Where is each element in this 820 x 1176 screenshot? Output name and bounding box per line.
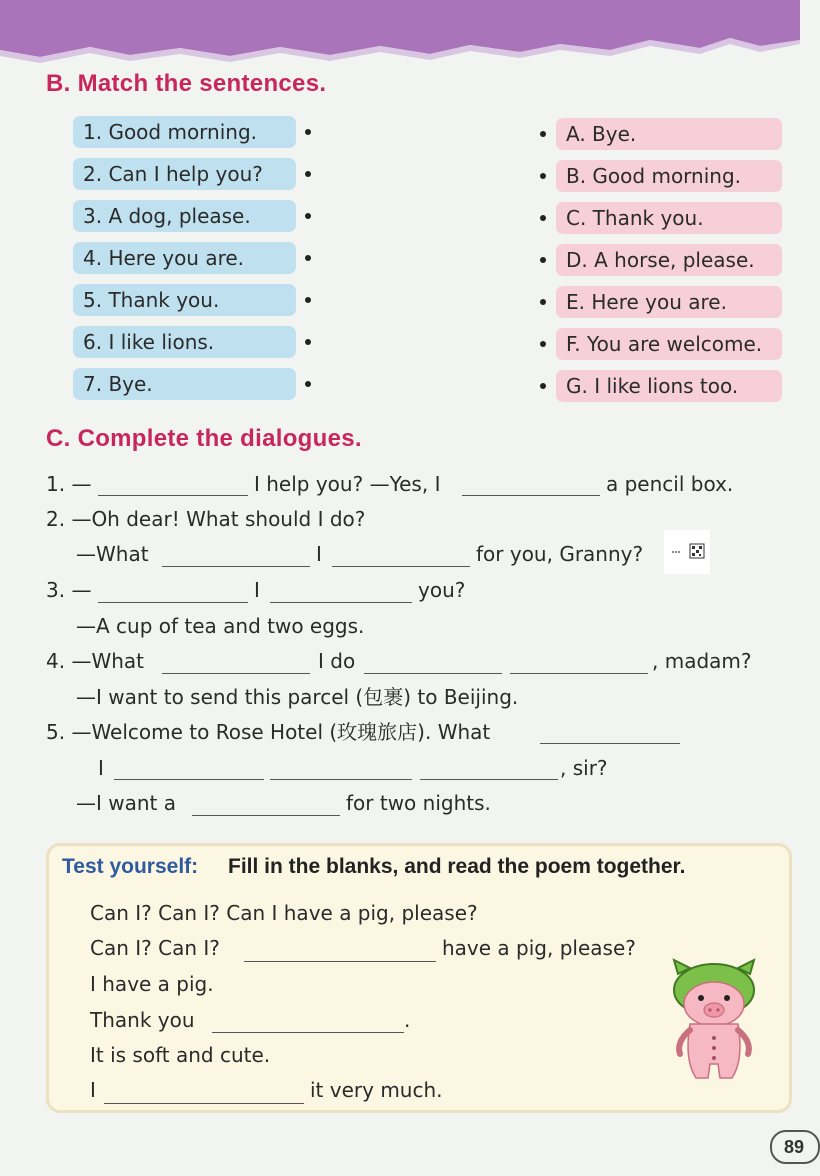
match-left-4: 4. Here you are.	[73, 242, 296, 274]
answer-blank[interactable]	[98, 602, 248, 603]
poem-line: have a pig, please?	[442, 936, 636, 960]
header-band	[0, 0, 800, 70]
match-left-7: 7. Bye.	[73, 368, 296, 400]
match-right-e: E. Here you are.	[556, 286, 782, 318]
match-dot-left[interactable]	[305, 381, 311, 387]
section-b-title: B. Match the sentences.	[46, 70, 327, 97]
match-right-d: D. A horse, please.	[556, 244, 782, 276]
answer-blank[interactable]	[98, 495, 248, 496]
match-dot-right[interactable]	[540, 299, 546, 305]
poem-line: Thank you	[90, 1008, 195, 1032]
match-dot-left[interactable]	[305, 297, 311, 303]
match-dot-left[interactable]	[305, 171, 311, 177]
dialogue-text: 2. —Oh dear! What should I do?	[46, 507, 366, 531]
match-right-b: B. Good morning.	[556, 160, 782, 192]
dialogue-text: —What	[76, 542, 149, 566]
dialogue-text: for you, Granny?	[476, 542, 644, 566]
poem-line: it very much.	[310, 1078, 443, 1102]
test-yourself-label: Test yourself:	[62, 855, 199, 878]
answer-blank[interactable]	[162, 673, 310, 674]
poem-line: It is soft and cute.	[90, 1043, 271, 1067]
match-dot-right[interactable]	[540, 257, 546, 263]
answer-blank[interactable]	[192, 815, 340, 816]
answer-blank[interactable]	[510, 673, 648, 674]
match-dot-right[interactable]	[540, 173, 546, 179]
answer-blank[interactable]	[332, 566, 470, 567]
dialogue-text: —A cup of tea and two eggs.	[76, 614, 365, 638]
match-left-1: 1. Good morning.	[73, 116, 296, 148]
match-right-g: G. I like lions too.	[556, 370, 782, 402]
test-instruction: Fill in the blanks, and read the poem together.	[228, 855, 686, 878]
match-right-c: C. Thank you.	[556, 202, 782, 234]
dialogue-text: I	[98, 756, 104, 780]
dialogue-text: I	[254, 578, 260, 602]
answer-blank[interactable]	[270, 779, 412, 780]
section-c-title: C. Complete the dialogues.	[46, 425, 362, 452]
dialogue-text: I do	[318, 649, 356, 673]
poem-line: Can I? Can I?	[90, 936, 220, 960]
dialogue-text: 4. —What	[46, 649, 144, 673]
answer-blank[interactable]	[462, 495, 600, 496]
match-left-3: 3. A dog, please.	[73, 200, 296, 232]
poem-line: I have a pig.	[90, 972, 214, 996]
match-dot-right[interactable]	[540, 383, 546, 389]
dialogue-text: 5. —Welcome to Rose Hotel (玫瑰旅店). What	[46, 720, 491, 744]
dialogue-text: 3. —	[46, 578, 92, 602]
dialogue-text: , madam?	[652, 649, 752, 673]
match-dot-left[interactable]	[305, 339, 311, 345]
answer-blank[interactable]	[420, 779, 558, 780]
poem-line: Can I? Can I? Can I have a pig, please?	[90, 901, 478, 925]
match-dot-right[interactable]	[540, 341, 546, 347]
dialogue-text: for two nights.	[346, 791, 491, 815]
match-left-5: 5. Thank you.	[73, 284, 296, 316]
match-dot-right[interactable]	[540, 215, 546, 221]
dialogue-text: —I want to send this parcel (包裹) to Beijing.	[76, 685, 519, 709]
match-dot-left[interactable]	[305, 213, 311, 219]
match-left-6: 6. I like lions.	[73, 326, 296, 358]
dialogue-text: a pencil box.	[606, 472, 734, 496]
dialogue-text: —I want a	[76, 791, 176, 815]
pig-illustration	[668, 960, 760, 1090]
answer-blank[interactable]	[540, 743, 680, 744]
poem-line: .	[404, 1008, 411, 1032]
dialogue-text: I	[316, 542, 322, 566]
dialogue-text: you?	[418, 578, 466, 602]
answer-blank[interactable]	[162, 566, 310, 567]
page-number: 89	[770, 1130, 820, 1164]
qr-code	[664, 530, 710, 574]
answer-blank[interactable]	[114, 779, 264, 780]
answer-blank[interactable]	[104, 1103, 304, 1104]
match-dot-left[interactable]	[305, 255, 311, 261]
match-dot-left[interactable]	[305, 129, 311, 135]
answer-blank[interactable]	[364, 673, 502, 674]
dialogue-text: I help you? —Yes, I	[254, 472, 441, 496]
answer-blank[interactable]	[270, 602, 412, 603]
dialogue-text: 1. —	[46, 472, 92, 496]
answer-blank[interactable]	[244, 961, 436, 962]
match-dot-right[interactable]	[540, 131, 546, 137]
match-right-f: F. You are welcome.	[556, 328, 782, 360]
match-left-2: 2. Can I help you?	[73, 158, 296, 190]
dialogue-text: , sir?	[560, 756, 608, 780]
answer-blank[interactable]	[212, 1032, 404, 1033]
poem-line: I	[90, 1078, 96, 1102]
match-right-a: A. Bye.	[556, 118, 782, 150]
